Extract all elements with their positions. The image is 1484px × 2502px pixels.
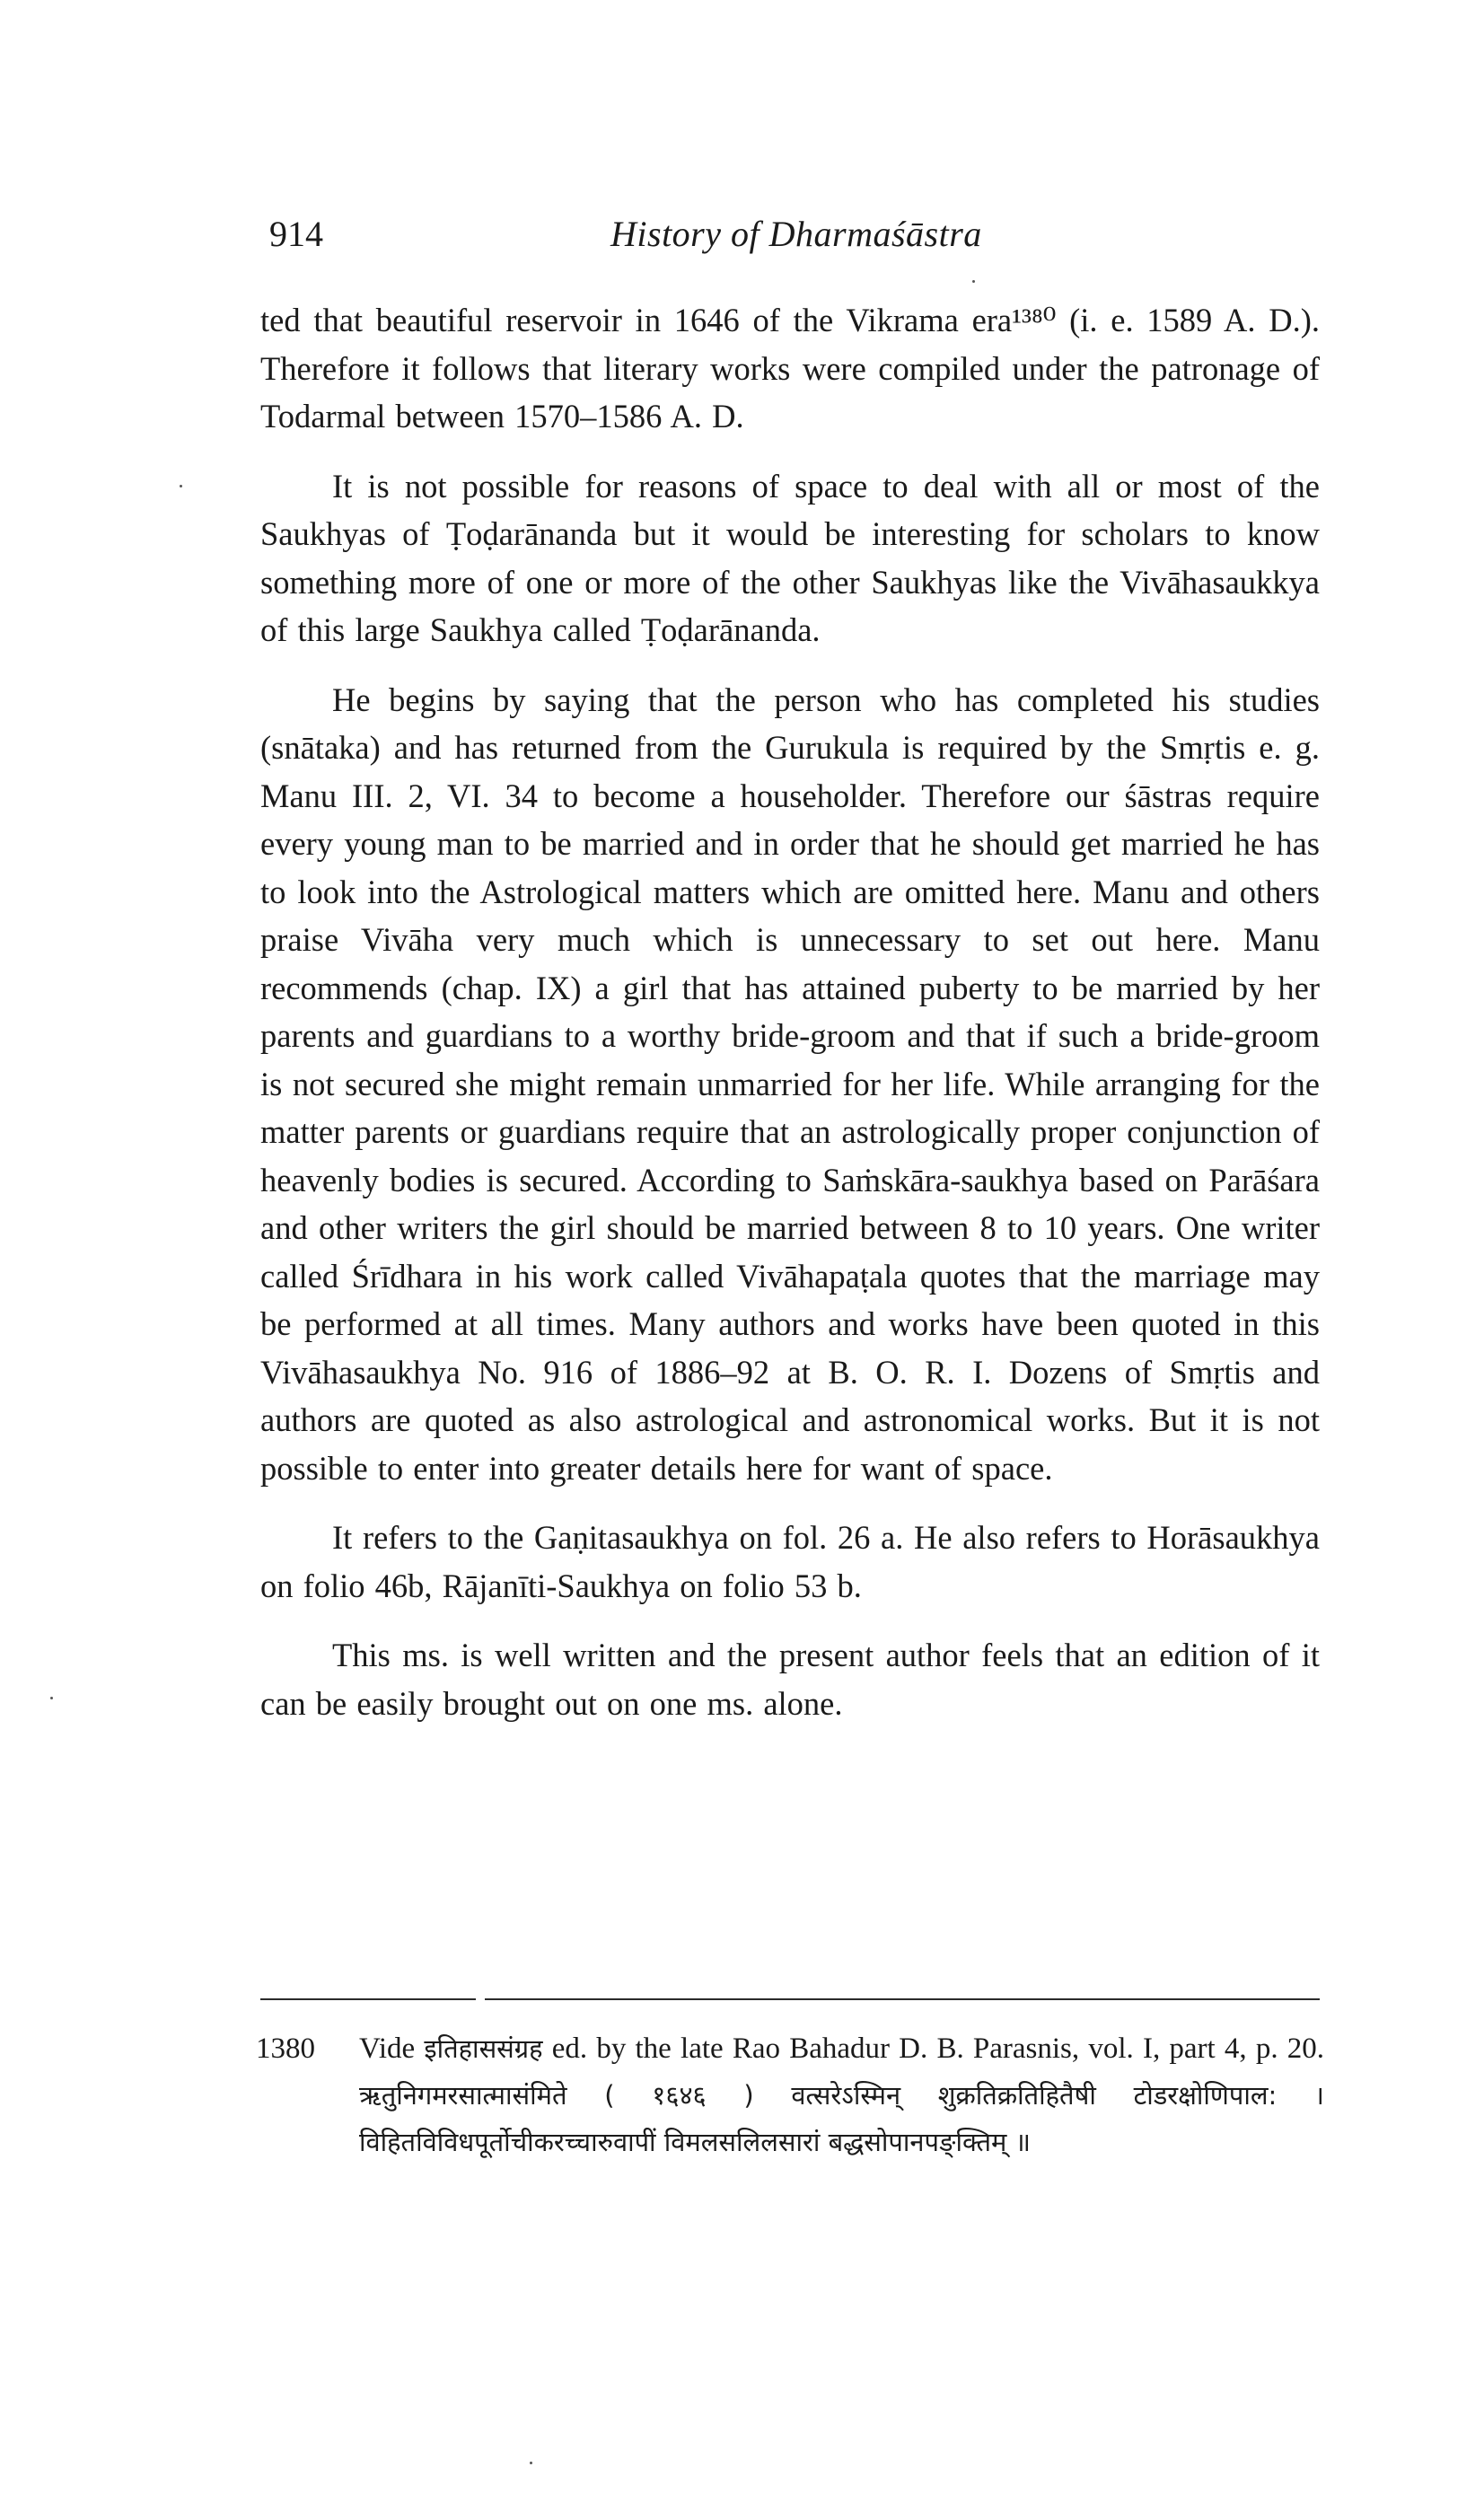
footnote-sanskrit-title: इतिहाससंग्रह xyxy=(424,2033,543,2064)
footnote-rule-long xyxy=(485,1998,1320,2000)
paragraph-3: He begins by saying that the person who has completed his studies (snātaka) and has returned from the Gurukula is required by the Smṛtis e. g. Manu III. 2, VI. 34 to become a householder. Therefore our śāstras require every young man to be married and in order that he should get married he has to look into the Astrological matters which are omitted here. Manu and others praise Vivāha very much which is unnecessary to set out here. Manu recommends (chap. IX) a girl that has attained puberty to be married by her parents and guardians to a worthy bride-groom and that if such a bride-groom is not secured she might remain unmarried for her life. While arranging for the matter parents or guardians require that an astrologically proper conjunction of heavenly bodies is secured. According to Saṁskāra-saukhya based on Parāśara and other writers the girl should be married between 8 to 10 years. One writer called Śrīdhara in his work called Vivāhapaṭala quotes that the marriage may be performed at all times. Many authors and works have been quoted in this Vivāhasaukhya No. 916 of 1886–92 at B. O. R. I. Dozens of Smṛtis and authors are quoted as also astrological and astronomical works. But it is not possible to enter into greater details here for want of space. xyxy=(260,680,1320,1487)
footnote-rule-short xyxy=(260,1998,476,2000)
paragraph-2: It is not possible for reasons of space to deal with all or most of the Saukhyas of Ṭoḍarānanda but it would be interesting for scholars to know something more of one or more of the other Saukhyas like the Vivāhasaukkya of this large Saukhya called Ṭoḍarānanda. xyxy=(260,467,1320,648)
paragraph-4: It refers to the Gaṇitasaukhya on fol. 26 a. He also refers to Horāsaukhya on folio 46b, Rājanīti-Saukhya on folio 53 b. xyxy=(260,1519,1320,1604)
footnote-sanskrit-verse: ऋतुनिगमरसात्मासंमिते ( १६४६ ) वत्सरेऽस्मिन् शुक्रतिक्रतिहितैषी टोडरक्षोणिपाल: । विहितविविधपूर्तोचीकरच्चारुवापीं विमलसलिलसारां बद्धसोपानपङ्क्तिम् ॥ xyxy=(359,2080,1324,2157)
paragraph-1: ted that beautiful reservoir in 1646 of the Vikrama era¹³⁸⁰ (i. e. 1589 A. D.). Therefore it follows that literary works were compiled under the patronage of Todarmal between 1570–1586 A. D. xyxy=(260,302,1320,435)
footnote-vide: Vide xyxy=(359,2032,416,2065)
paragraph-5: This ms. is well written and the present author feels that an edition of it can be easily brought out on one ms. alone. xyxy=(260,1637,1320,1722)
footnote-citation: ed. by the late Rao Bahadur D. B. Parasnis, vol. I, part 4, p. 20. xyxy=(551,2032,1325,2065)
footnote-separator xyxy=(260,1998,1320,2006)
footnote-text xyxy=(359,2025,1324,2165)
running-head xyxy=(269,212,1005,266)
footnote-1380 xyxy=(256,2025,1324,2165)
scan-speck xyxy=(180,485,182,487)
page-number: 914 xyxy=(269,214,323,254)
scan-speck xyxy=(50,1697,53,1699)
scan-speck xyxy=(530,2462,532,2464)
running-title: History of Dharmaśāstra xyxy=(610,214,982,254)
scan-speck xyxy=(972,280,975,283)
body-text xyxy=(260,296,1320,1727)
footnote-number: 1380 xyxy=(256,2032,315,2065)
